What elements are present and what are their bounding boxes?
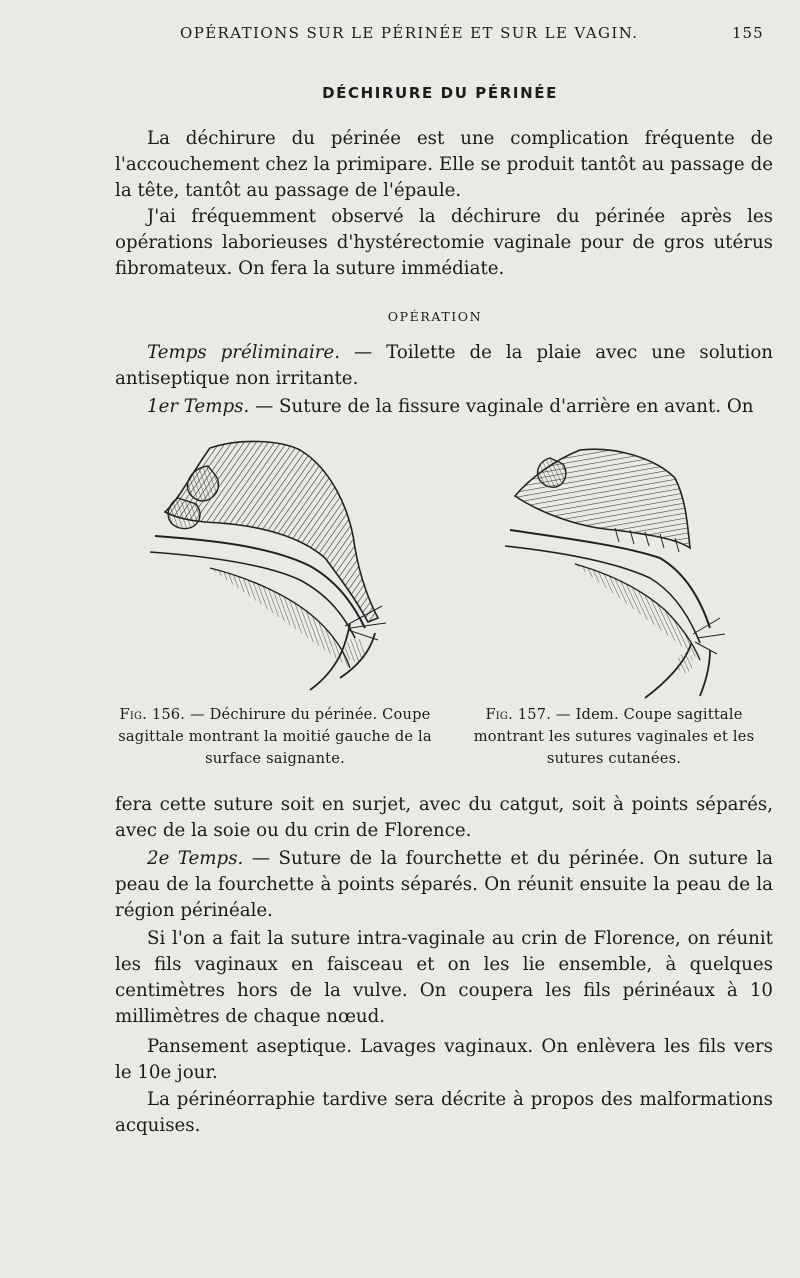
running-head: OPÉRATIONS SUR LE PÉRINÉE ET SUR LE VAGIN. [180,24,639,42]
first-step-paragraph [115,394,773,420]
figure-156-caption [115,704,435,770]
second-step-paragraph [115,846,773,924]
second-step-label: 2e Temps. [147,848,244,869]
preliminary-paragraph [115,340,773,392]
preliminary-label: Temps préliminaire. [147,342,341,363]
figure-157-illustration [505,438,730,703]
first-step-label: 1er Temps. [147,396,250,417]
second-step-text: — Suture de la fourchette et du périnée. On suture la peau de la fourchette à points séparés. On réunit ensuite la peau de la région périnéale. [115,848,774,921]
figure-156-caption-text: — Déchirure du périnée. Coupe sagittale montrant la moitié gauche de la surface saignante. [118,706,432,767]
preliminary-text: — Toilette de la plaie avec une solution antiseptique non irritante. [115,342,773,389]
figure-157-label: Fig. 157. [485,706,552,723]
intro-paragraph-1: La déchirure du périnée est une complication fréquente de l'accouchement chez la primipare. Elle se produit tantôt au passage de la tête, tantôt au passage de l'épaule. [115,128,773,201]
intra-vaginal-paragraph: Si l'on a fait la suture intra-vaginale au crin de Florence, on réunit les fils vaginaux en faisceau et on les lie ensemble, à quelques centimètres hors de la vulve. On coupera les fils périnéaux à 10 millimètres de chaque nœud. [115,928,773,1027]
page-number: 155 [732,24,764,42]
figure-157-caption-text: — Idem. Coupe sagittale montrant les sutures vaginales et les sutures cutanées. [473,706,755,767]
figure-156-label: Fig. 156. [119,706,186,723]
figure-156-illustration [150,428,390,698]
late-perineorrhaphy-paragraph: La périnéorraphie tardive sera décrite à propos des malformations acquises. [115,1089,773,1136]
section-title: DÉCHIRURE DU PÉRINÉE [322,84,558,102]
figure-157-caption [455,704,773,770]
dressing-paragraph: Pansement aseptique. Lavages vaginaux. On enlèvera les fils vers le 10e jour. [115,1036,773,1083]
intro-paragraph-2: J'ai fréquemment observé la déchirure du périnée après les opérations laborieuses d'hystérectomie vaginale pour de gros utérus fibromateux. On fera la suture immédiate. [115,206,773,279]
first-step-continuation: fera cette suture soit en surjet, avec du catgut, soit à points séparés, avec de la soie ou du crin de Florence. [115,794,773,841]
operation-heading: OPÉRATION [387,309,483,324]
first-step-text: — Suture de la fissure vaginale d'arrière en avant. On [249,396,754,417]
